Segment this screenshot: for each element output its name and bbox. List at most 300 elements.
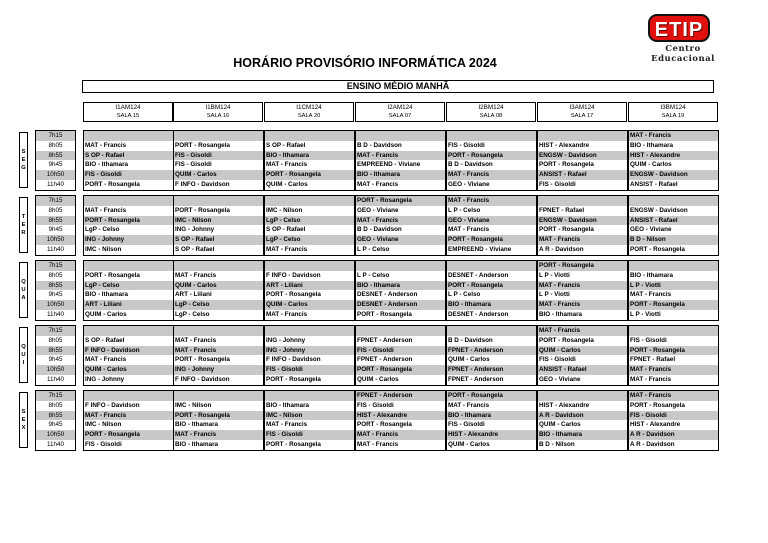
lesson-cell: FPNET - Anderson: [356, 391, 445, 401]
class-name: I1AM124: [115, 104, 141, 111]
lesson-cell: MAT - Francis: [175, 336, 217, 344]
day-label: [19, 132, 28, 188]
class-day-block: [173, 195, 264, 256]
lesson-cell: MAT - Francis: [85, 206, 127, 214]
lesson-cell: MAT - Francis: [356, 216, 445, 226]
lesson-cell: ANSIST - Rafael: [538, 170, 627, 180]
lesson-cell: PORT - Rosangela: [447, 391, 536, 401]
lesson-cell: A R - Davidson: [538, 411, 627, 421]
day-label-text: TER: [21, 214, 26, 236]
lesson-cell: ING - Johnny: [84, 235, 173, 245]
class-day-block: [628, 195, 719, 256]
lesson-cell: ART - Liliani: [265, 281, 354, 291]
lesson-cell: L P - Celso: [357, 245, 390, 253]
lesson-cell: PORT - Rosangela: [538, 261, 627, 271]
class-day-block: [173, 325, 264, 386]
lesson-cell: BIO - Ithamara: [175, 421, 219, 429]
lesson-cell: HIST - Alexandre: [356, 411, 445, 421]
class-header: [355, 102, 445, 122]
day-label-text: SEX: [21, 409, 26, 431]
time-slot: 8h55: [36, 411, 75, 421]
lesson-cell: PORT - Rosangela: [357, 310, 412, 318]
lesson-cell: BIO - Ithamara: [265, 151, 354, 161]
class-day-block: [264, 390, 355, 451]
lesson-cell: FPNET - Anderson: [357, 356, 413, 364]
class-day-block: [355, 325, 446, 386]
time-slot: 9h45: [48, 291, 63, 299]
lesson-cell: L P - Celso: [448, 206, 481, 214]
time-column: [35, 195, 76, 256]
lesson-cell: PORT - Rosangela: [265, 170, 354, 180]
lesson-cell: [538, 131, 627, 141]
lesson-cell: HIST - Alexandre: [539, 141, 590, 149]
lesson-cell: PORT - Rosangela: [447, 235, 536, 245]
lesson-cell: [356, 261, 445, 271]
lesson-cell: [265, 261, 354, 271]
lesson-cell: ING - Johnny: [265, 346, 354, 356]
lesson-cell: PORT - Rosangela: [175, 141, 230, 149]
lesson-cell: PORT - Rosangela: [266, 375, 321, 383]
lesson-cell: IMC - Nilson: [85, 245, 122, 253]
lesson-cell: QUIM - Carlos: [538, 346, 627, 356]
lesson-cell: MAT - Francis: [174, 430, 263, 440]
lesson-cell: [265, 196, 354, 206]
class-day-block: [173, 130, 264, 191]
lesson-cell: DESNET - Anderson: [357, 291, 418, 299]
class-room: SALA 08: [479, 113, 503, 119]
class-day-block: [446, 195, 537, 256]
class-name: I3AM124: [569, 104, 595, 111]
class-room: SALA 15: [116, 113, 140, 119]
lesson-cell: S OP - Rafael: [85, 336, 125, 344]
class-day-block: [446, 130, 537, 191]
class-day-block: [537, 260, 628, 321]
lesson-cell: MAT - Francis: [85, 141, 127, 149]
lesson-cell: MAT - Francis: [357, 440, 399, 448]
lesson-cell: MAT - Francis: [538, 326, 627, 336]
lesson-cell: PORT - Rosangela: [447, 151, 536, 161]
class-header: [628, 102, 718, 122]
class-day-block: [537, 390, 628, 451]
lesson-cell: MAT - Francis: [538, 281, 627, 291]
lesson-cell: [84, 196, 173, 206]
lesson-cell: HIST - Alexandre: [630, 421, 681, 429]
lesson-cell: [447, 261, 536, 271]
time-slot: 8h55: [36, 281, 75, 291]
time-slot: 11h40: [46, 440, 65, 448]
page-subtitle: ENSINO MÉDIO MANHÃ: [82, 80, 714, 93]
lesson-cell: QUIM - Carlos: [539, 421, 581, 429]
lesson-cell: F INFO - Davidson: [175, 375, 230, 383]
lesson-cell: MAT - Francis: [629, 131, 718, 141]
lesson-cell: GEO - Viviane: [630, 226, 672, 234]
lesson-cell: ING - Johnny: [174, 365, 263, 375]
lesson-cell: QUIM - Carlos: [174, 281, 263, 291]
lesson-cell: FIS - Gisoldi: [539, 356, 576, 364]
lesson-cell: LgP - Celso: [174, 300, 263, 310]
time-slot: 8h55: [36, 216, 75, 226]
lesson-cell: PORT - Rosangela: [175, 206, 230, 214]
time-slot: 8h05: [48, 336, 63, 344]
lesson-cell: MAT - Francis: [85, 356, 127, 364]
class-name: I2BM124: [478, 104, 504, 111]
class-day-block: [264, 325, 355, 386]
class-day-block: [628, 130, 719, 191]
class-day-block: [264, 130, 355, 191]
lesson-cell: FIS - Gisoldi: [265, 430, 354, 440]
lesson-cell: BIO - Ithamara: [85, 291, 129, 299]
lesson-cell: [356, 326, 445, 336]
lesson-cell: B D - Nilson: [539, 440, 575, 448]
lesson-cell: QUIM - Carlos: [265, 300, 354, 310]
lesson-cell: BIO - Ithamara: [630, 141, 674, 149]
lesson-cell: PORT - Rosangela: [629, 300, 718, 310]
lesson-cell: LgP - Celso: [175, 310, 210, 318]
lesson-cell: S OP - Rafael: [266, 226, 306, 234]
lesson-cell: GEO - Viviane: [357, 206, 399, 214]
lesson-cell: MAT - Francis: [175, 271, 217, 279]
day-label: [19, 197, 28, 253]
class-room: SALA 17: [570, 113, 594, 119]
class-day-block: [446, 390, 537, 451]
class-day-block: [83, 325, 174, 386]
time-column: [35, 390, 76, 451]
lesson-cell: A R - Davidson: [629, 430, 718, 440]
lesson-cell: PORT - Rosangela: [84, 430, 173, 440]
time-slot: 10h50: [36, 170, 75, 180]
lesson-cell: BIO - Ithamara: [356, 170, 445, 180]
lesson-cell: HIST - Alexandre: [447, 430, 536, 440]
lesson-cell: PORT - Rosangela: [85, 271, 140, 279]
lesson-cell: MAT - Francis: [356, 151, 445, 161]
lesson-cell: ENGSW - Davidson: [629, 170, 718, 180]
page-title: HORÁRIO PROVISÓRIO INFORMÁTICA 2024: [233, 56, 497, 70]
class-day-block: [355, 390, 446, 451]
lesson-cell: BIO - Ithamara: [447, 411, 536, 421]
lesson-cell: S OP - Rafael: [175, 245, 215, 253]
lesson-cell: QUIM - Carlos: [448, 356, 490, 364]
lesson-cell: [84, 391, 173, 401]
time-slot: 8h05: [48, 271, 63, 279]
lesson-cell: L P - Celso: [448, 291, 481, 299]
lesson-cell: [174, 131, 263, 141]
lesson-cell: [265, 131, 354, 141]
time-slot: 10h50: [36, 300, 75, 310]
class-day-block: [173, 390, 264, 451]
lesson-cell: LgP - Celso: [265, 216, 354, 226]
class-room: SALA 07: [388, 113, 412, 119]
lesson-cell: FIS - Gisoldi: [629, 411, 718, 421]
lesson-cell: IMC - Nilson: [85, 421, 122, 429]
lesson-cell: BIO - Ithamara: [447, 300, 536, 310]
time-slot: 9h45: [48, 421, 63, 429]
lesson-cell: FPNET - Anderson: [448, 375, 504, 383]
lesson-cell: QUIM - Carlos: [630, 161, 672, 169]
lesson-cell: [84, 326, 173, 336]
lesson-cell: MAT - Francis: [447, 196, 536, 206]
lesson-cell: ENGSW - Davidson: [630, 206, 688, 214]
class-room: SALA 16: [206, 113, 230, 119]
lesson-cell: BIO - Ithamara: [85, 161, 129, 169]
lesson-cell: LgP - Celso: [265, 235, 354, 245]
time-slot: 10h50: [36, 430, 75, 440]
lesson-cell: [265, 391, 354, 401]
class-header: [537, 102, 627, 122]
lesson-cell: PORT - Rosangela: [266, 291, 321, 299]
class-day-block: [446, 260, 537, 321]
lesson-cell: LgP - Celso: [84, 281, 173, 291]
time-slot: 7h15: [36, 131, 75, 141]
class-name: I1BM124: [205, 104, 231, 111]
time-slot: 11h40: [46, 310, 65, 318]
lesson-cell: [629, 261, 718, 271]
lesson-cell: B D - Davidson: [357, 226, 402, 234]
lesson-cell: [84, 131, 173, 141]
lesson-cell: PORT - Rosangela: [539, 226, 594, 234]
lesson-cell: QUIM - Carlos: [266, 180, 308, 188]
time-column: [35, 260, 76, 321]
lesson-cell: ANSIST - Rafael: [629, 216, 718, 226]
lesson-cell: ART - Liliani: [84, 300, 173, 310]
time-slot: 9h45: [48, 226, 63, 234]
lesson-cell: FIS - Gisoldi: [175, 161, 212, 169]
lesson-cell: [356, 131, 445, 141]
lesson-cell: BIO - Ithamara: [356, 281, 445, 291]
lesson-cell: [265, 326, 354, 336]
time-slot: 7h15: [36, 261, 75, 271]
lesson-cell: F INFO - Davidson: [266, 271, 321, 279]
day-label-text: QUA: [21, 279, 26, 301]
day-label-text: SEG: [21, 149, 26, 171]
lesson-cell: PORT - Rosangela: [539, 336, 594, 344]
time-slot: 8h05: [48, 141, 63, 149]
lesson-cell: BIO - Ithamara: [175, 440, 219, 448]
lesson-cell: MAT - Francis: [266, 310, 308, 318]
lesson-cell: ING - Johnny: [266, 336, 306, 344]
time-slot: 11h40: [46, 180, 65, 188]
lesson-cell: FIS - Gisoldi: [84, 170, 173, 180]
lesson-cell: [174, 326, 263, 336]
lesson-cell: MAT - Francis: [84, 411, 173, 421]
lesson-cell: PORT - Rosangela: [357, 421, 412, 429]
lesson-cell: PORT - Rosangela: [447, 281, 536, 291]
lesson-cell: MAT - Francis: [538, 235, 627, 245]
class-header: [264, 102, 354, 122]
lesson-cell: MAT - Francis: [448, 401, 490, 409]
lesson-cell: PORT - Rosangela: [84, 216, 173, 226]
lesson-cell: [629, 326, 718, 336]
class-room: SALA 20: [297, 113, 321, 119]
lesson-cell: F INFO - Davidson: [85, 401, 140, 409]
time-slot: 8h05: [48, 401, 63, 409]
time-column: [35, 325, 76, 386]
lesson-cell: A R - Davidson: [630, 440, 675, 448]
time-slot: 7h15: [36, 196, 75, 206]
lesson-cell: IMC - Nilson: [266, 206, 303, 214]
lesson-cell: QUIM - Carlos: [448, 440, 490, 448]
lesson-cell: MAT - Francis: [538, 300, 627, 310]
time-slot: 8h55: [36, 151, 75, 161]
class-day-block: [83, 130, 174, 191]
lesson-cell: ANSIST - Rafael: [630, 180, 678, 188]
lesson-cell: PORT - Rosangela: [356, 196, 445, 206]
lesson-cell: B D - Nilson: [629, 235, 718, 245]
time-slot: 8h55: [36, 346, 75, 356]
lesson-cell: DESNET - Anderson: [356, 300, 445, 310]
lesson-cell: BIO - Ithamara: [538, 430, 627, 440]
lesson-cell: MAT - Francis: [447, 170, 536, 180]
lesson-cell: [84, 261, 173, 271]
lesson-cell: FIS - Gisoldi: [357, 401, 394, 409]
class-room: SALA 19: [661, 113, 685, 119]
lesson-cell: PORT - Rosangela: [630, 401, 685, 409]
lesson-cell: MAT - Francis: [630, 291, 672, 299]
lesson-cell: PORT - Rosangela: [630, 245, 685, 253]
lesson-cell: B D - Davidson: [448, 161, 493, 169]
lesson-cell: QUIM - Carlos: [174, 170, 263, 180]
day-label: [19, 327, 28, 383]
lesson-cell: QUIM - Carlos: [85, 310, 127, 318]
lesson-cell: FIS - Gisoldi: [448, 141, 485, 149]
lesson-cell: [174, 196, 263, 206]
lesson-cell: B D - Davidson: [357, 141, 402, 149]
lesson-cell: ENGSW - Davidson: [538, 216, 627, 226]
class-day-block: [628, 260, 719, 321]
lesson-cell: MAT - Francis: [356, 430, 445, 440]
time-slot: 10h50: [36, 365, 75, 375]
lesson-cell: BIO - Ithamara: [266, 401, 310, 409]
day-label-text: QUI: [21, 344, 26, 366]
lesson-cell: ING - Johnny: [85, 375, 125, 383]
class-day-block: [173, 260, 264, 321]
class-header: [446, 102, 536, 122]
class-day-block: [537, 130, 628, 191]
lesson-cell: MAT - Francis: [174, 346, 263, 356]
lesson-cell: HIST - Alexandre: [539, 401, 590, 409]
class-day-block: [264, 195, 355, 256]
time-column: [35, 130, 76, 191]
lesson-cell: IMC - Nilson: [174, 216, 263, 226]
lesson-cell: GEO - Viviane: [448, 180, 490, 188]
lesson-cell: ANSIST - Rafael: [538, 365, 627, 375]
lesson-cell: FPNET - Anderson: [357, 336, 413, 344]
lesson-cell: S OP - Rafael: [266, 141, 306, 149]
logo-mark: ETIP: [648, 14, 710, 42]
time-slot: 11h40: [46, 245, 65, 253]
class-day-block: [628, 390, 719, 451]
lesson-cell: BIO - Ithamara: [539, 310, 583, 318]
lesson-cell: L P - Celso: [357, 271, 390, 279]
lesson-cell: FIS - Gisoldi: [448, 421, 485, 429]
class-day-block: [83, 260, 174, 321]
lesson-cell: DESNET - Anderson: [448, 310, 509, 318]
lesson-cell: PORT - Rosangela: [85, 180, 140, 188]
lesson-cell: [538, 196, 627, 206]
lesson-cell: IMC - Nilson: [175, 401, 212, 409]
lesson-cell: [447, 131, 536, 141]
class-day-block: [355, 195, 446, 256]
class-day-block: [446, 325, 537, 386]
lesson-cell: EMPREEND - Viviane: [357, 161, 421, 169]
lesson-cell: MAT - Francis: [629, 365, 718, 375]
class-day-block: [628, 325, 719, 386]
lesson-cell: GEO - Viviane: [447, 216, 536, 226]
lesson-cell: A R - Davidson: [539, 245, 584, 253]
class-day-block: [83, 390, 174, 451]
logo-subtitle: Centro Educacional: [651, 44, 715, 64]
lesson-cell: F INFO - Davidson: [266, 356, 321, 364]
lesson-cell: FIS - Gisoldi: [265, 365, 354, 375]
lesson-cell: L P - Viotti: [539, 271, 570, 279]
lesson-cell: PORT - Rosangela: [539, 161, 594, 169]
lesson-cell: F INFO - Davidson: [84, 346, 173, 356]
class-day-block: [355, 130, 446, 191]
lesson-cell: DESNET - Anderson: [448, 271, 509, 279]
class-day-block: [355, 260, 446, 321]
lesson-cell: MAT - Francis: [266, 421, 308, 429]
class-day-block: [83, 195, 174, 256]
lesson-cell: MAT - Francis: [357, 180, 399, 188]
lesson-cell: L P - Viotti: [630, 310, 661, 318]
lesson-cell: B D - Davidson: [448, 336, 493, 344]
lesson-cell: L P - Viotti: [629, 281, 718, 291]
lesson-cell: GEO - Viviane: [356, 235, 445, 245]
lesson-cell: FIS - Gisoldi: [174, 151, 263, 161]
class-day-block: [537, 195, 628, 256]
time-slot: 11h40: [46, 375, 65, 383]
lesson-cell: S OP - Rafael: [174, 235, 263, 245]
lesson-cell: FPNET - Anderson: [447, 346, 536, 356]
class-name: I3BM124: [660, 104, 686, 111]
lesson-cell: FIS - Gisoldi: [630, 336, 667, 344]
lesson-cell: [629, 196, 718, 206]
lesson-cell: [538, 391, 627, 401]
lesson-cell: [447, 326, 536, 336]
lesson-cell: EMPREEND - Viviane: [448, 245, 512, 253]
lesson-cell: QUIM - Carlos: [84, 365, 173, 375]
class-name: I1CM124: [296, 104, 322, 111]
lesson-cell: PORT - Rosangela: [266, 440, 321, 448]
lesson-cell: MAT - Francis: [448, 226, 490, 234]
day-label: [19, 392, 28, 448]
time-slot: 10h50: [36, 235, 75, 245]
lesson-cell: FIS - Gisoldi: [356, 346, 445, 356]
lesson-cell: FPNET - Rafael: [630, 356, 676, 364]
lesson-cell: [174, 261, 263, 271]
lesson-cell: BIO - Ithamara: [630, 271, 674, 279]
lesson-cell: MAT - Francis: [630, 375, 672, 383]
lesson-cell: [174, 391, 263, 401]
lesson-cell: FPNET - Anderson: [447, 365, 536, 375]
lesson-cell: HIST - Alexandre: [629, 151, 718, 161]
lesson-cell: PORT - Rosangela: [356, 365, 445, 375]
lesson-cell: MAT - Francis: [266, 245, 308, 253]
lesson-cell: QUIM - Carlos: [357, 375, 399, 383]
time-slot: 8h05: [48, 206, 63, 214]
day-label: [19, 262, 28, 318]
lesson-cell: MAT - Francis: [629, 391, 718, 401]
lesson-cell: ENGSW - Davidson: [538, 151, 627, 161]
lesson-cell: GEO - Viviane: [539, 375, 581, 383]
lesson-cell: IMC - Nilson: [265, 411, 354, 421]
lesson-cell: PORT - Rosangela: [175, 356, 230, 364]
time-slot: 9h45: [48, 356, 63, 364]
time-slot: 9h45: [48, 161, 63, 169]
class-header: [83, 102, 173, 122]
lesson-cell: ART - Liliani: [175, 291, 212, 299]
class-day-block: [264, 260, 355, 321]
lesson-cell: FIS - Gisoldi: [85, 440, 122, 448]
